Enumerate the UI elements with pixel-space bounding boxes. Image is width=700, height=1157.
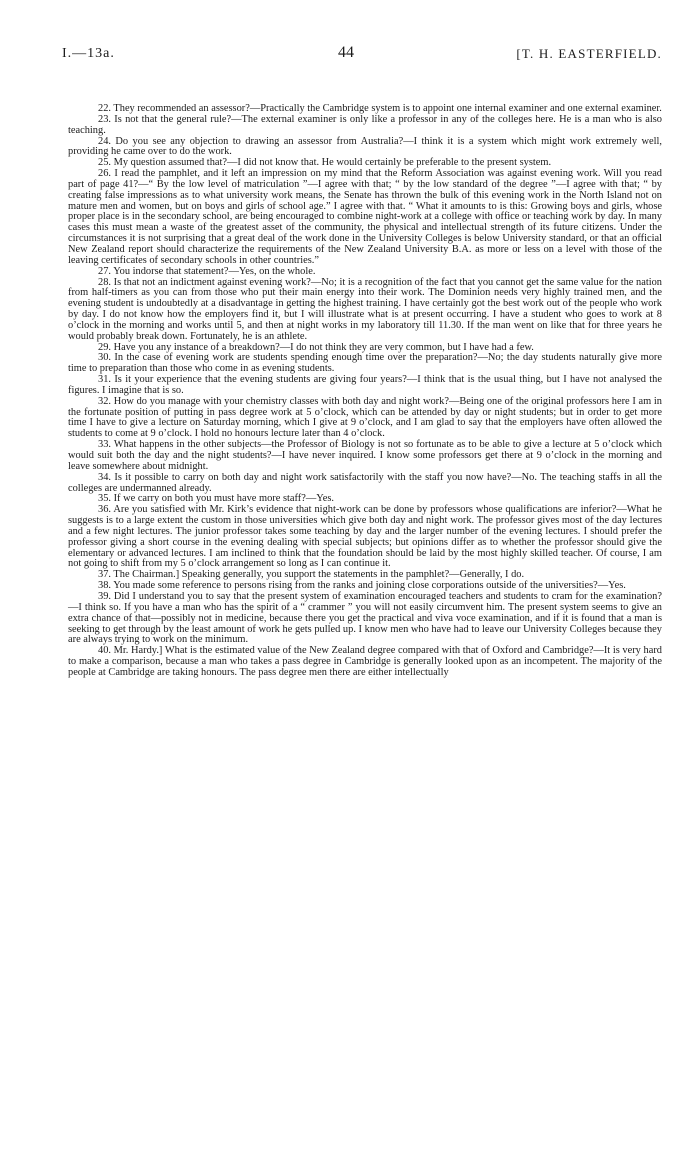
- question-27: 27. You indorse that statement?—Yes, on the whole.: [98, 265, 316, 277]
- question-28: 28. Is that not an indictment against evening work?—No; it is a recognition of the fact that you cannot get the same value for the nation from half-timers as you can from those who put their main energy into their work. The Dominion needs very highly trained men, and the evening student is undoubtedly at a disadvantage in getting the highest training. I have certainly got the best work out of the people who work by day. I do not know how the employers find it, but I will illustrate what is at present occurring. I have a student who goes to work at 8 o’clock in the morning and works until 5, and then at night works in my laboratory till 11.30. If the man went on like that for three years he would probably break down. Fortunately, he is an athlete.: [68, 276, 662, 342]
- question-36: 36. Are you satisfied with Mr. Kirk’s evidence that night-work can be done by professors whose qualifications are inferior?—What he suggests is to a large extent the custom in those universities which give both day and night work. The professor gives most of the day lectures and a few night lectures. The junior professor takes some teaching by day and the larger number of the evening lectures. I should prefer the professor giving a short course in the evening dealing with special subjects; but opinions differ as to whether the professor should give the elementary or advanced lectures. I am inclined to think that the foundation should be laid by the most highly skilled teacher. Of course, I am not going to shift from my 5 o’clock arrangement so long as I can continue it.: [68, 504, 662, 570]
- question-24: 24. Do you see any objection to drawing an assessor from Australia?—I think it is a system which might work extremely well, providing he came over to do the work.: [68, 135, 662, 158]
- question-31: 31. Is it your experience that the evening students are giving four years?—I think that is the usual thing, but I have not analysed the figures. I imagine that is so.: [68, 374, 662, 396]
- question-40: 40. Mr. Hardy.] What is the estimated value of the New Zealand degree compared with that of Oxford and Cambridge?—It is very hard to make a comparison, because a man who takes a pass degree in Cambridge is generally looked upon as an incompetent. The majority of the people at Cambridge are taking honours. The pass degree men there are either intellectually: [68, 645, 662, 678]
- question-29: 29. Have you any instance of a breakdown?—I do not think they are very common, but I have had a few.: [98, 341, 534, 353]
- question-39: 39. Did I understand you to say that the present system of examination encouraged teachers and students to cram for the examination?—I think so. If you have a man who has the spirit of a “ crammer ” you will not easily circumvent him. The present system seems to give an extra chance of that—possibly not in medicine, because there you get the practical and viva voce examination, and if it is found that a man is seeking to get through by the least amount of work he gets pulled up. I know men who have had to leave our University Colleges because they are always trying to work on the minimum.: [68, 590, 662, 646]
- question-25: 25. My question assumed that?—I did not know that. He would certainly be preferable to the present system.: [98, 157, 552, 169]
- question-38: 38. You made some reference to persons rising from the ranks and joining close corporations outside of the universities?—Yes.: [98, 580, 626, 592]
- document-reference: I.—13a.: [62, 46, 115, 61]
- question-33: 33. What happens in the other subjects—the Professor of Biology is not so fortunate as to be able to give a lecture at 5 o’clock which would suit both the day and the night students?—I have never inquired. I know some professors get there at 9 o’clock in the morning and leave somewhere about midnight.: [68, 439, 662, 472]
- question-32: 32. How do you manage with your chemistry classes with both day and night work?—Being one of the original professors here I am in the fortunate position of putting in pass degree work at 5 o’clock, which can be attended by day or night students; but in order to get more time I have to give a lecture on Saturday morning, which I give at 9 o’clock, and I am glad to say that the employers have often allowed the students to come at 9 o’clock. I hold no honours lecture later than 4 o’clock.: [68, 395, 662, 440]
- question-26: 26. I read the pamphlet, and it left an impression on my mind that the Reform Association was against evening work. Will you read part of page 41?—“ By the low level of matriculation ”—I agree with that; “ by the low standard of the degree ”—I agree with that; “ by creating false impressions as to what university work means, the Senate has thrown the bulk of this evening work in the North Island not on mature men and women, but on boys and girls of school age.” I agree with that. “ What it amounts to is this: Growing boys and girls, whose proper place is in the secondary school, are being encouraged to combine night-work at a college with office or teaching work by day. In many cases this must mean a waste of the greatest asset of the community, the physical and intellectual strength of its future citizens. Under the circumstances it is not surprising that a great deal of the work done in the University Colleges is below University standard, or that an official New Zealand report should characterize the requirements of the New Zealand University B.A. as more or less on a level with those of the leaving certificates of secondary schools in other countries.”: [68, 168, 662, 266]
- question-30: 30. In the case of evening work are students spending enough time over the preparation?—No; the day students naturally give more time to preparation than those who come in as evening students.: [68, 352, 662, 375]
- page-header: [62, 46, 662, 64]
- question-23: 23. Is not that the general rule?—The external examiner is only like a professor in any of the colleges here. He is a man who is also teaching.: [68, 113, 662, 136]
- question-37: 37. The Chairman.] Speaking generally, you support the statements in the pamphlet?—Generally, I do.: [98, 569, 525, 581]
- question-22: 22. They recommended an assessor?—Practically the Cambridge system is to appoint one internal examiner and one external examiner.: [98, 103, 662, 114]
- page-number: 44: [338, 44, 354, 61]
- question-35: 35. If we carry on both you must have more staff?—Yes.: [98, 493, 334, 505]
- question-34: 34. Is it possible to carry on both day and night work satisfactorily with the staff you now have?—No. The teaching staffs in all the colleges are undermanned already.: [68, 471, 662, 494]
- document-body: [68, 104, 662, 679]
- witness-name: [T. H. EASTERFIELD.: [516, 46, 662, 61]
